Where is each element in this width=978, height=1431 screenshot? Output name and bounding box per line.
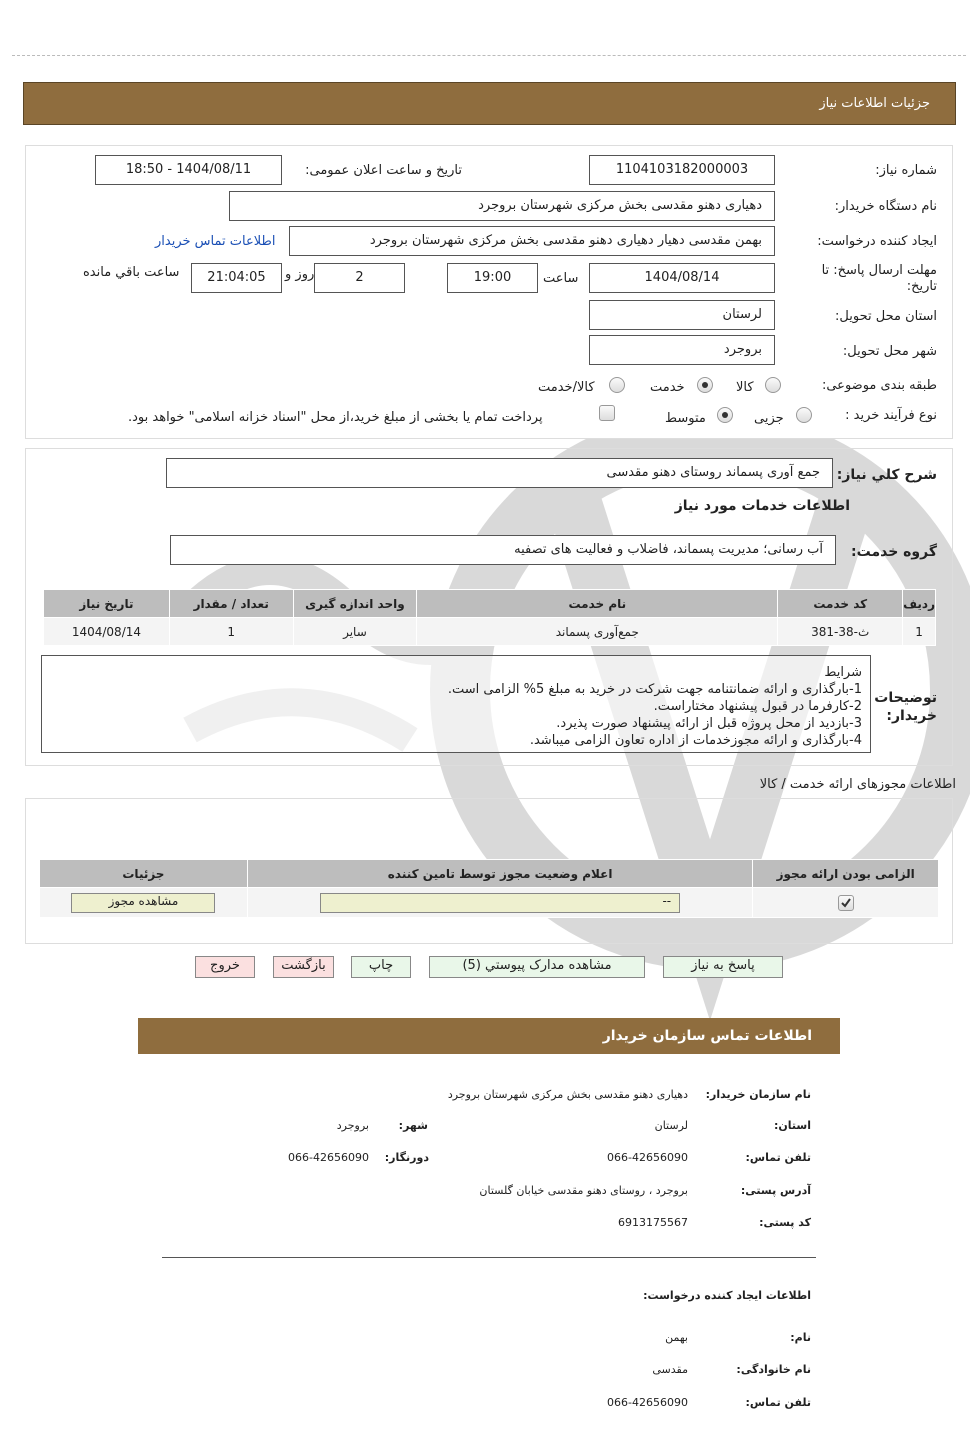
cell-service-code: ث-38-381 bbox=[778, 618, 903, 646]
contact-province-label: استان: bbox=[774, 1119, 811, 1132]
process-medium-label: متوسط bbox=[665, 411, 706, 426]
org-value: دهیاری دهنو مقدسی بخش مرکزی شهرستان بروجرد bbox=[447, 1088, 688, 1101]
need-number-label: شماره نیاز: bbox=[875, 163, 937, 178]
city-field: بروجرد bbox=[589, 335, 775, 365]
contact-province-value: لرستان bbox=[654, 1119, 688, 1132]
buyer-contact-link[interactable]: اطلاعات تماس خریدار bbox=[155, 234, 276, 249]
col-need-date: تاریخ نیاز bbox=[44, 590, 170, 618]
col-permit-details: جزئیات bbox=[40, 860, 248, 888]
permits-title: اطلاعات مجوزهای ارائه خدمت / کالا bbox=[759, 777, 956, 792]
treasury-payment-checkbox[interactable] bbox=[599, 405, 615, 421]
reply-button[interactable]: پاسخ به نیاز bbox=[663, 956, 783, 978]
notes-line: 2-کارفرما در قبول پیشنهاد مختاراست. bbox=[653, 699, 862, 714]
contact-header bbox=[138, 1018, 840, 1054]
cell-quantity: 1 bbox=[169, 618, 293, 646]
cell-need-date: 1404/08/14 bbox=[44, 618, 170, 646]
category-service-radio[interactable] bbox=[697, 377, 713, 393]
contact-fax-value: 066-42656090 bbox=[288, 1151, 369, 1164]
contact-title: اطلاعات تماس سازمان خریدار bbox=[602, 1028, 812, 1044]
deadline-time-label: ساعت bbox=[543, 271, 579, 286]
last-name-label: نام خانوادگی: bbox=[736, 1363, 811, 1376]
postal-value: 6913175567 bbox=[618, 1216, 688, 1229]
col-service-name: نام خدمت bbox=[417, 590, 778, 618]
exit-button[interactable]: خروج bbox=[195, 956, 255, 978]
cell-unit: سایر bbox=[293, 618, 417, 646]
first-name-label: نام: bbox=[790, 1331, 811, 1344]
remaining-field: 21:04:05 bbox=[191, 263, 282, 293]
category-both-radio[interactable] bbox=[609, 377, 625, 393]
col-permit-status: اعلام وضعیت مجوز توسط تامین کننده bbox=[247, 860, 753, 888]
summary-field: جمع آوری پسماند روستای دهنو مقدسی bbox=[166, 458, 833, 488]
contact-city-value: بروجرد bbox=[336, 1119, 369, 1132]
top-divider bbox=[12, 55, 966, 56]
col-service-code: کد خدمت bbox=[778, 590, 903, 618]
page-header bbox=[23, 82, 956, 125]
notes-line: 4-بارگذاری و ارائه مجوزخدمات از اداره تعاون الزامی میباشد. bbox=[529, 733, 862, 748]
back-button[interactable]: بازگشت bbox=[273, 956, 334, 978]
process-medium-radio[interactable] bbox=[717, 407, 733, 423]
deadline-date-field: 1404/08/14 bbox=[589, 263, 775, 293]
cell-service-name: جمع‌آوری پسماند bbox=[417, 618, 778, 646]
col-row: ردیف bbox=[903, 590, 936, 618]
page-title: جزئیات اطلاعات نیاز bbox=[819, 96, 930, 111]
contact-phone-label: تلفن تماس: bbox=[745, 1151, 811, 1164]
announce-label: تاریخ و ساعت اعلان عمومی: bbox=[305, 163, 462, 178]
process-minor-label: جزیی bbox=[754, 411, 784, 426]
contact-phone-value: 066-42656090 bbox=[607, 1151, 688, 1164]
category-service-label: خدمت bbox=[650, 380, 685, 395]
buyer-label: نام دستگاه خریدار: bbox=[834, 199, 937, 214]
check-icon bbox=[839, 896, 853, 910]
city-label: شهر محل تحویل: bbox=[842, 344, 937, 359]
deadline-time-field: 19:00 bbox=[447, 263, 538, 293]
permit-required-checkbox[interactable] bbox=[838, 895, 854, 911]
permit-required-cell bbox=[753, 888, 939, 918]
notes-line: 1-بارگذاری و ارائه ضمانتنامه جهت شرکت در خرید به مبلغ 5% الزامی است. bbox=[447, 682, 862, 697]
need-number-field: 1104103182000003 bbox=[589, 155, 775, 185]
print-button[interactable]: چاپ bbox=[351, 956, 411, 978]
announce-field: 1404/08/11 - 18:50 bbox=[95, 155, 282, 185]
category-goods-label: کالا bbox=[736, 380, 754, 395]
summary-label: شرح کلي نياز: bbox=[836, 467, 937, 483]
notes-line: شرایط bbox=[824, 665, 862, 680]
first-name-value: بهمن bbox=[665, 1331, 688, 1344]
creator-phone-label: تلفن تماس: bbox=[745, 1396, 811, 1409]
col-quantity: تعداد / مقدار bbox=[169, 590, 293, 618]
notes-line: 3-بازدید از محل پروژه قبل از ارائه پیشنهاد صورت پذیرد. bbox=[556, 716, 862, 731]
category-label: طبقه بندی موضوعی: bbox=[821, 378, 937, 393]
category-goods-radio[interactable] bbox=[765, 377, 781, 393]
last-name-value: مقدسی bbox=[652, 1363, 688, 1376]
view-permit-button[interactable]: مشاهده مجوز bbox=[71, 893, 215, 913]
contact-city-label: شهر: bbox=[398, 1119, 428, 1132]
permit-status-cell bbox=[247, 888, 753, 918]
creator-phone-value: 066-42656090 bbox=[607, 1396, 688, 1409]
services-title: اطلاعات خدمات مورد نیاز bbox=[674, 498, 850, 514]
treasury-payment-note: پرداخت تمام یا بخشی از مبلغ خرید،از محل "اسناد خزانه اسلامی" خواهد بود. bbox=[128, 410, 543, 425]
creator-label: ایجاد کننده درخواست: bbox=[817, 234, 937, 249]
service-group-label: گروه خدمت: bbox=[851, 544, 937, 560]
buyer-notes-box bbox=[41, 655, 871, 753]
contact-divider bbox=[162, 1257, 816, 1258]
province-label: استان محل تحویل: bbox=[835, 309, 937, 324]
col-unit: واحد اندازه گیری bbox=[293, 590, 417, 618]
attachments-button[interactable]: مشاهده مدارک پیوستي (5) bbox=[429, 956, 645, 978]
days-field: 2 bbox=[314, 263, 405, 293]
process-minor-radio[interactable] bbox=[796, 407, 812, 423]
creator-field: بهمن مقدسی دهیار دهیاری دهنو مقدسی بخش مرکزی شهرستان بروجرد bbox=[289, 226, 775, 256]
services-table-header bbox=[44, 590, 936, 618]
permit-status-field[interactable]: -- bbox=[320, 893, 680, 913]
services-table bbox=[43, 589, 936, 646]
postal-label: کد پستی: bbox=[759, 1216, 811, 1229]
category-both-label: کالا/خدمت bbox=[538, 380, 595, 395]
remaining-label: ساعت باقي مانده bbox=[83, 265, 180, 280]
table-row bbox=[40, 888, 939, 918]
address-label: آدرس پستی: bbox=[740, 1184, 811, 1197]
province-field: لرستان bbox=[589, 300, 775, 330]
cell-row: 1 bbox=[903, 618, 936, 646]
deadline-label: مهلت ارسال پاسخ: تا تاریخ: bbox=[821, 263, 937, 294]
service-group-field: آب رسانی؛ مدیریت پسماند، فاضلاب و فعالیت های تصفیه bbox=[170, 535, 836, 565]
table-row[interactable] bbox=[44, 618, 936, 646]
creator-info-title: اطلاعات ایجاد کننده درخواست: bbox=[643, 1289, 811, 1302]
contact-fax-label: دورنگار: bbox=[384, 1151, 429, 1164]
col-permit-required: الزامی بودن ارائه مجوز bbox=[753, 860, 939, 888]
buyer-field: دهیاری دهنو مقدسی بخش مرکزی شهرستان بروجرد bbox=[229, 191, 775, 221]
days-label: روز و bbox=[285, 267, 315, 282]
permit-details-cell bbox=[40, 888, 248, 918]
buyer-notes-label: توضیحات خریدار: bbox=[874, 690, 937, 724]
permits-table bbox=[39, 859, 939, 918]
process-label: نوع فرآیند خرید : bbox=[845, 408, 937, 423]
permits-table-header bbox=[40, 860, 939, 888]
address-value: بروجرد ، روستای دهنو مقدسی خیابان گلستان bbox=[479, 1184, 688, 1197]
org-label: نام سازمان خریدار: bbox=[705, 1088, 811, 1101]
